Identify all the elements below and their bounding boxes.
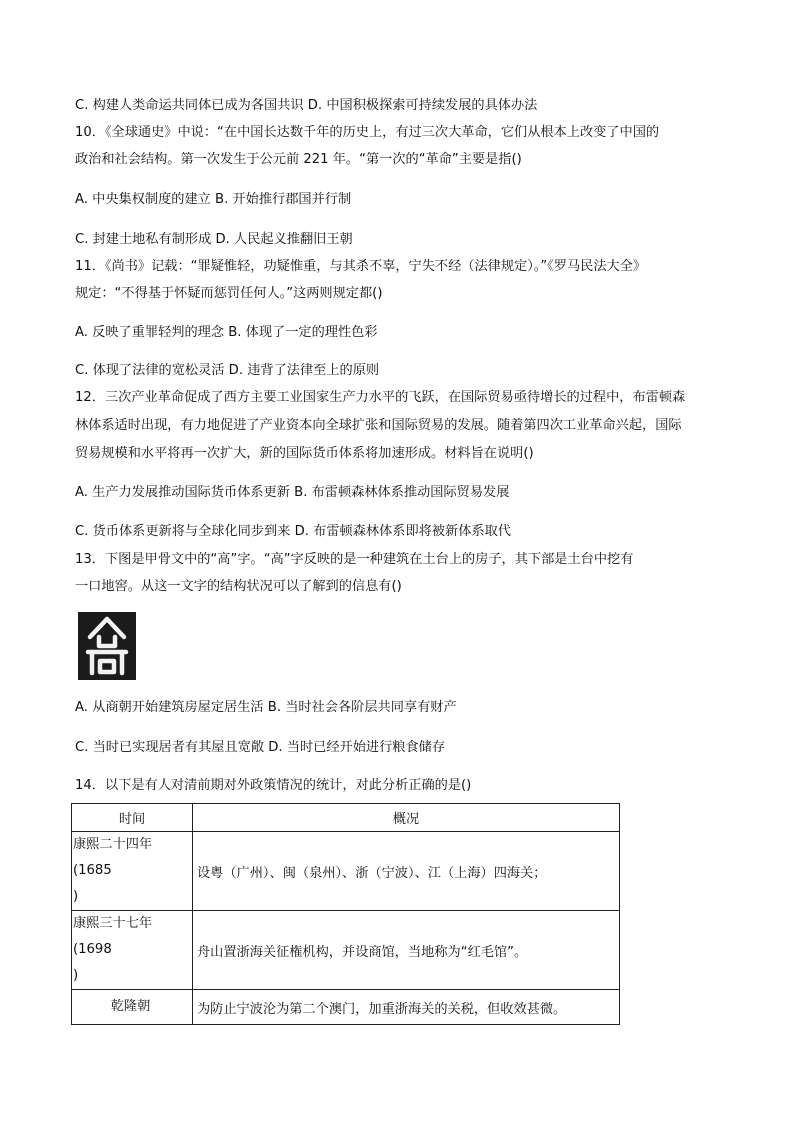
table-cell-overview: 为防止宁波沦为第二个澳门，加重浙海关的关税，但收效甚微。 [193,990,620,1025]
table-cell-time: 乾隆朝 [72,990,193,1025]
q10-stem-line2: 政治和社会结构。第一次发生于公元前 221 年。“第一次的“革命”主要是指() [75,152,522,167]
q11-options-cd: C. 体现了法律的宽松灵活 D. 违背了法律至上的原则 [75,363,380,378]
q11-options-ab: A. 反映了重罪轻判的理念 B. 体现了一定的理性色彩 [75,325,378,340]
q10-options-ab: A. 中央集权制度的建立 B. 开始推行郡国并行制 [75,192,352,207]
table-row [72,911,620,990]
q11-stem-line2: 规定：“不得基于怀疑而惩罚任何人。”这两则规定都() [75,286,383,301]
table-header-time: 时间 [72,804,193,832]
table-row [72,832,620,911]
qing-foreign-policy-table [71,803,620,1025]
table-row [72,990,620,1025]
q9-options-cd: C. 构建人类命运共同体已成为各国共识 D. 中国积极探索可持续发展的具体办法 [75,98,538,113]
q12-options-cd: C. 货币体系更新将与全球化同步到来 D. 布雷顿森林体系即将被新体系取代 [75,524,511,539]
q13-options-ab: A. 从商朝开始建筑房屋定居生活 B. 当时社会各阶层共同享有财产 [75,700,457,715]
table-cell-time: 康熙二十四年(1685 ) [72,832,193,911]
q13-stem-line2: 一口地窖。从这一文字的结构状况可以了解到的信息有() [75,579,402,594]
table-cell-overview: 舟山置浙海关征権机构，并设商馆，当地称为“红毛馆”。 [193,911,620,990]
q12-stem-line2: 林体系适时出现，有力地促进了产业资本向全球扩张和国际贸易的发展。随着第四次工业革命兴起，国际 [75,418,682,433]
table-cell-time: 康熙三十七年(1698 ) [72,911,193,990]
table-cell-overview: 设粤（广州）、闽（泉州）、浙（宁波）、江（上海）四海关； [193,832,620,911]
q10-stem-line1: 10．《全球通史》中说：“在中国长达数千年的历史上，有过三次大革命，它们从根本上改变了中国的 [75,125,660,140]
q14-stem: 14．以下是有人对清前期对外政策情况的统计，对此分析正确的是() [75,778,472,793]
table-header-overview: 概况 [193,804,620,832]
q13-options-cd: C. 当时已实现居者有其屋且宽敞 D. 当时已经开始进行粮食储存 [75,740,446,755]
q12-stem-line1: 12．三次产业革命促成了西方主要工业国家生产力水平的飞跃，在国际贸易亟待增长的过程中，布雷顿森 [75,390,686,405]
q12-stem-line3: 贸易规模和水平将再一次扩大，新的国际货币体系将加速形成。材料旨在说明() [75,446,534,461]
table-header-row [72,804,620,832]
q11-stem-line1: 11．《尚书》记载：“罪疑惟轻，功疑惟重，与其杀不辜，宁失不经（法律规定）。”《罗马民法大全》 [75,259,647,274]
oracle-bone-gao-character-image [78,612,136,680]
q12-options-ab: A. 生产力发展推动国际货币体系更新 B. 布雷顿森林体系推动国际贸易发展 [75,485,510,500]
q13-stem-line1: 13．下图是甲骨文中的“高”字。“高”字反映的是一种建筑在土台上的房子，其下部是土台中挖有 [75,552,634,567]
q10-options-cd: C. 封建土地私有制形成 D. 人民起义推翻旧王朝 [75,232,353,247]
